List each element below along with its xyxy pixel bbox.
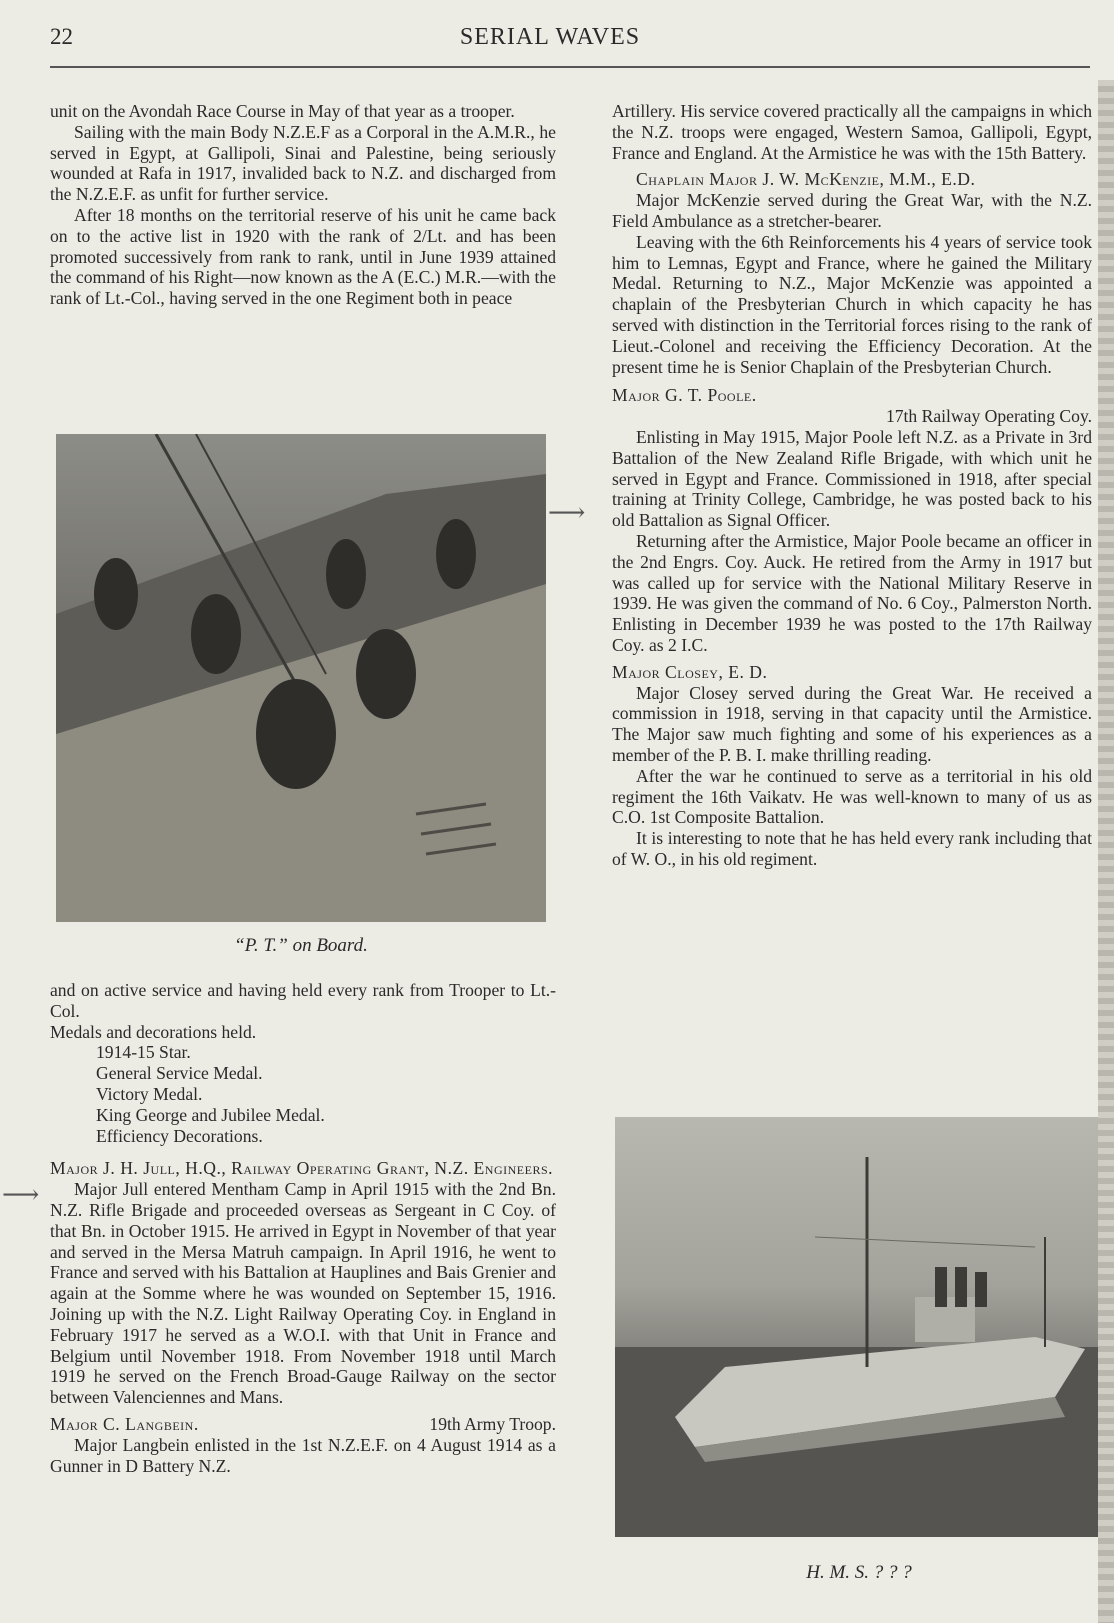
photo-caption: H. M. S. ? ? ? bbox=[806, 1562, 912, 1583]
poole-unit: 17th Railway Operating Coy. bbox=[885, 406, 1092, 427]
warship-illustration bbox=[615, 1117, 1103, 1537]
paragraph: Sailing with the main Body N.Z.E.F as a Corporal in the A.M.R., he served in Egypt, at Gallipoli, Sinai and Palestine, being seriously wounded at Rafa in 1917, invalided back to N.Z. and discharged from the N.Z.E.F. as unfit for further service. bbox=[50, 121, 556, 205]
paragraph: Enlisting in May 1915, Major Poole left N.Z. as a Private in 3rd Battalion of the New Zealand Rifle Brigade, with which unit he served in Egypt and France. Commissioned in 1918, after special training at Trinity College, Cambridge, he was posted back to his old Battalion as Signal Officer. bbox=[612, 426, 1092, 531]
section-heading-jull: Major J. H. Jull, H.Q., Railway Operating Grant, N.Z. Engineers. bbox=[50, 1158, 554, 1179]
medal-item: General Service Medal. bbox=[96, 1063, 263, 1084]
paragraph: Major Langbein enlisted in the 1st N.Z.E.F. on 4 August 1914 as a Gunner in D Battery N.Z. bbox=[50, 1434, 556, 1476]
section-heading-mckenzie: Chaplain Major J. W. McKenzie, M.M., E.D. bbox=[636, 169, 976, 190]
medal-item: King George and Jubilee Medal. bbox=[96, 1104, 325, 1125]
photo-pt-on-board bbox=[56, 434, 546, 922]
paragraph: After 18 months on the territorial reserve of his unit he came back on to the active list in 1920 with the rank of 2/Lt. and has been promoted successively from rank to rank, until in June 1939 attained the command of his Right—now known as the A (E.C.) M.R.—with the rank of Lt.-Col., having served in the one Regiment both in peace bbox=[50, 204, 556, 309]
left-column-top bbox=[50, 101, 556, 309]
page-edge bbox=[1098, 80, 1114, 1623]
right-column bbox=[612, 101, 1092, 870]
photo-ship bbox=[615, 1117, 1103, 1537]
arrow-pointer-left: ⟶ bbox=[2, 1180, 40, 1209]
page-title: SERIAL WAVES bbox=[459, 24, 641, 50]
deck-exercise-illustration bbox=[56, 434, 546, 922]
paragraph: Artillery. His service covered practically all the campaigns in which the N.Z. troops were engaged, Western Samoa, Gallipoli, Egypt, France and England. At the Armistice he was with the 15th Battery. bbox=[612, 101, 1092, 163]
photo-caption: “P. T.” on Board. bbox=[234, 935, 368, 956]
paragraph: Returning after the Armistice, Major Poole became an officer in the 2nd Engrs. Coy. Auck. He retired from the Army in 1917 but was called up for service with the National Military Reserve in 1939. He was given the command of No. 6 Coy., Palmerston North. Enlisting in December 1939 he was posted to the 17th Railway Coy. as 2 I.C. bbox=[612, 530, 1092, 655]
left-column-bottom bbox=[50, 980, 556, 1476]
langbein-unit: 19th Army Troop. bbox=[429, 1413, 556, 1434]
arrow-pointer-right: ⟶ bbox=[548, 498, 586, 527]
medal-item: 1914-15 Star. bbox=[96, 1042, 191, 1063]
header-rule bbox=[50, 66, 1090, 68]
medal-item: Efficiency Decorations. bbox=[96, 1125, 263, 1146]
medals-list bbox=[50, 1042, 556, 1146]
paragraph: After the war he continued to serve as a territorial in his old regiment the 16th Vaikatv. He was well-known to many of us as C.O. 1st Composite Battalion. bbox=[612, 765, 1092, 828]
paragraph: Major Jull entered Mentham Camp in April 1915 with the 2nd Bn. N.Z. Rifle Brigade and proceeded overseas as Sergeant in C Coy. of that Bn. in October 1915. He arrived in Egypt in November of that year and served in the Mersa Matruh campaign. In April 1916, he went to France and served with his Battalion at Hauplines and Bais Grenier and again at the Somme where he was wounded on September 15, 1916. Joining up with the N.Z. Light Railway Operating Coy. in England in February 1917 he served as a W.O.I. with that Unit in France and Belgium until November 1918. From November 1918 until March 1919 he served on the French Broad-Gauge Railway on the sector between Valenciennes and Mans. bbox=[50, 1179, 556, 1408]
page-number: 22 bbox=[50, 24, 73, 49]
paragraph: Major Closey served during the Great War. He received a commission in 1918, serving in that capacity until the Armistice. The Major saw much fighting and some of his experiences as a member of the P. B. I. make thrilling reading. bbox=[612, 682, 1092, 765]
medal-item: Victory Medal. bbox=[96, 1083, 203, 1104]
paragraph: Leaving with the 6th Reinforcements his 4 years of service took him to Lemnas, Egypt and France, where he gained the Military Medal. Returning to N.Z., Major McKenzie was appointed a chaplain of the Presbyterian Church in which capacity he has served with distinction in the Territorial forces rising to the rank of Lieut.-Colonel and receiving the Efficiency Decoration. At the present time he is Senior Chaplain of the Presbyterian Church. bbox=[612, 231, 1092, 377]
paragraph: It is interesting to note that he has held every rank including that of W. O., in his old regiment. bbox=[612, 828, 1092, 869]
paragraph: Major McKenzie served during the Great War, with the N.Z. Field Ambulance as a stretcher-bearer. bbox=[612, 190, 1092, 231]
medals-heading: Medals and decorations held. bbox=[50, 1021, 257, 1042]
section-heading-langbein bbox=[50, 1414, 556, 1435]
langbein-name: Major C. Langbein. bbox=[50, 1413, 199, 1434]
paragraph: and on active service and having held every rank from Trooper to Lt.-Col. bbox=[50, 980, 556, 1021]
section-heading-poole: Major G. T. Poole. bbox=[612, 385, 757, 406]
paragraph: unit on the Avondah Race Course in May of that year as a trooper. bbox=[50, 101, 515, 121]
section-heading-closey: Major Closey, E. D. bbox=[612, 661, 768, 682]
